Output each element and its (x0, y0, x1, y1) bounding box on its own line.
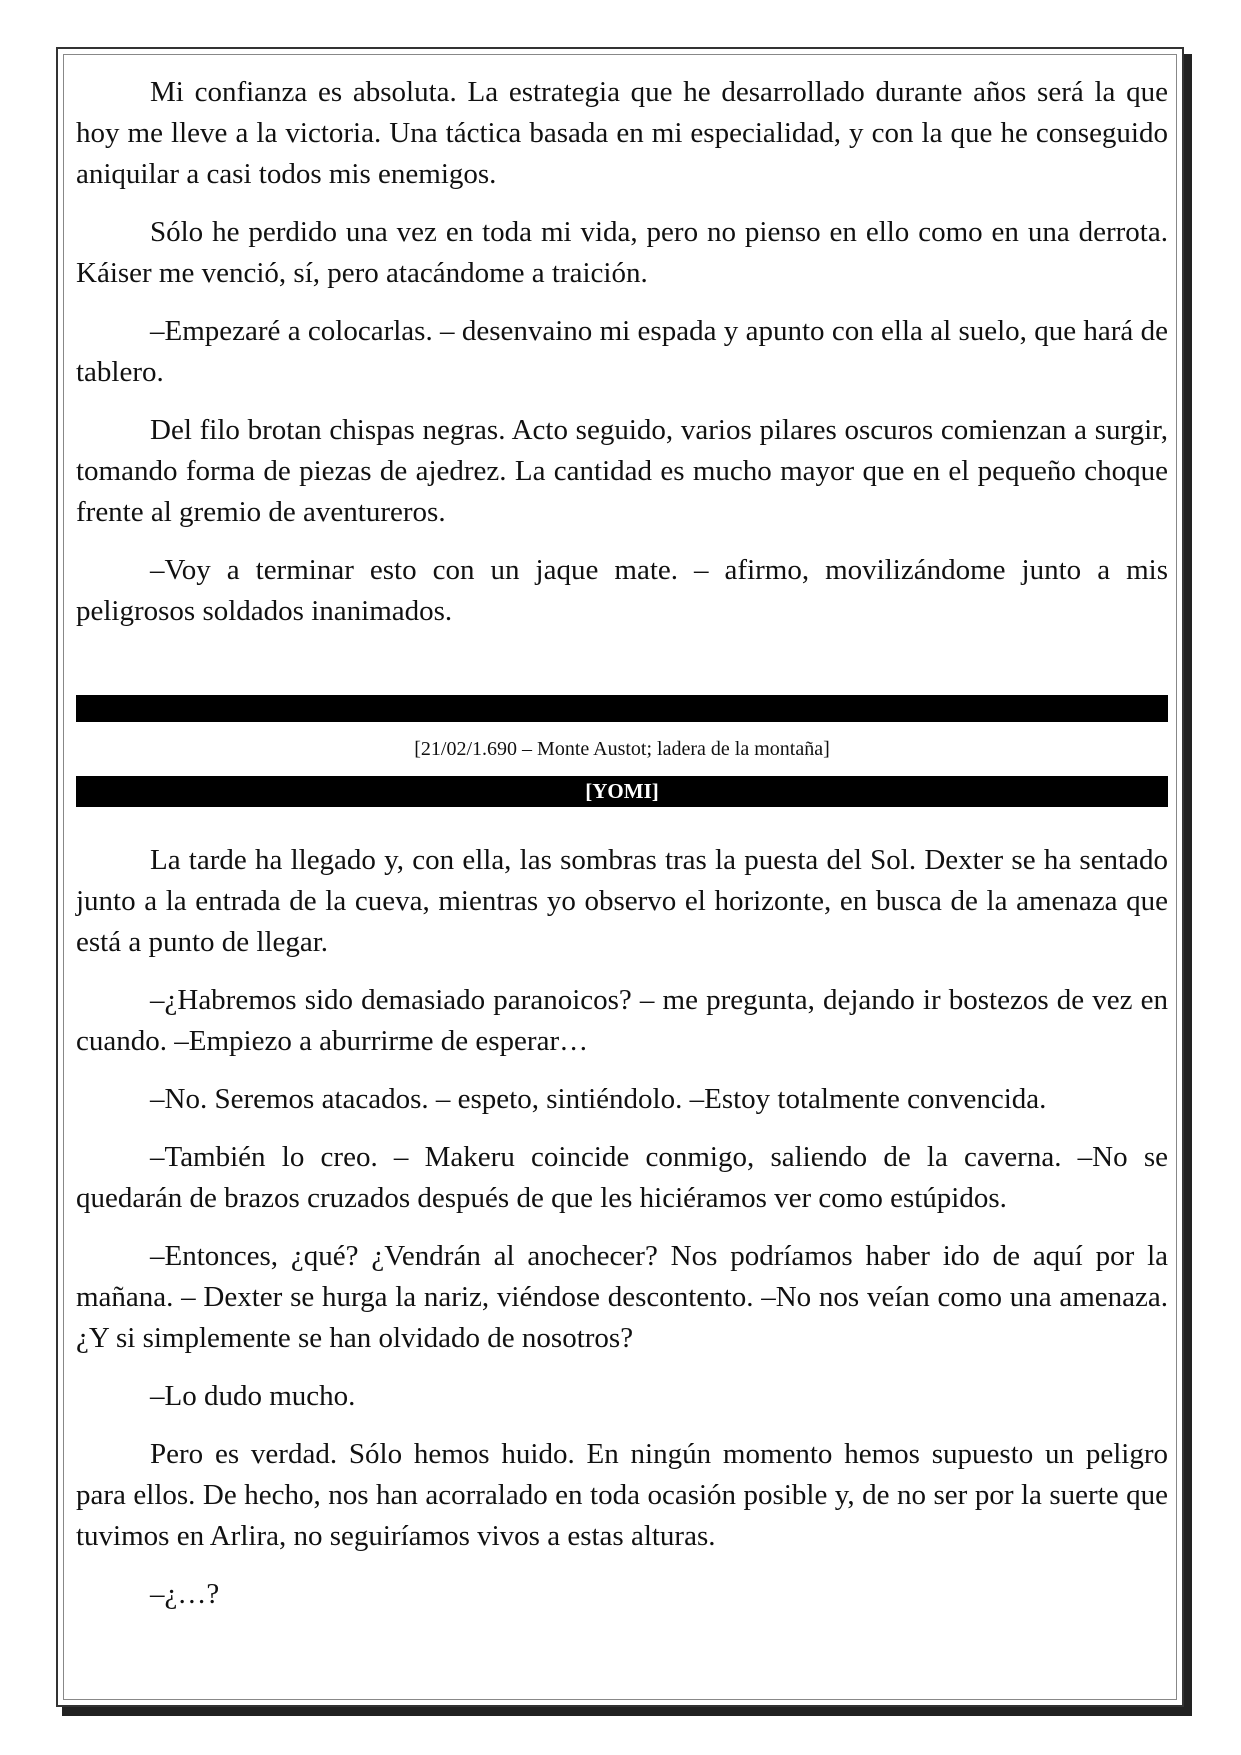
paragraph: –Voy a terminar esto con un jaque mate. – afirmo, movilizándome junto a mis peligrosos soldados inanimados. (76, 554, 1168, 627)
paragraph: –¿…? (150, 1578, 220, 1610)
paragraph: –Empezaré a colocarlas. – desenvaino mi espada y apunto con ella al suelo, que hará de tablero. (76, 315, 1168, 388)
section-gap (76, 807, 1168, 840)
scene-character-name: [YOMI] (585, 779, 659, 803)
section-divider-bar (76, 695, 1168, 722)
paragraph: Del filo brotan chispas negras. Acto seguido, varios pilares oscuros comienzan a surgir, tomando forma de piezas de ajedrez. La cantidad es mucho mayor que en el pequeño choque frente al gremio de aventureros. (76, 414, 1168, 528)
scene-date-location: [21/02/1.690 – Monte Austot; ladera de la montaña] (414, 738, 830, 760)
paragraph: –También lo creo. – Makeru coincide conmigo, saliendo de la caverna. –No se quedarán de brazos cruzados después de que les hiciéramos ver como estúpidos. (76, 1141, 1168, 1214)
paragraph: –No. Seremos atacados. – espeto, sintiéndolo. –Estoy totalmente convencida. (150, 1083, 1047, 1115)
paragraph: Sólo he perdido una vez en toda mi vida, pero no pienso en ello como en una derrota. Káiser me venció, sí, pero atacándome a traición. (76, 216, 1168, 289)
paragraph: –Lo dudo mucho. (150, 1380, 356, 1412)
scene-character-bar (76, 776, 1168, 807)
paragraph: –Entonces, ¿qué? ¿Vendrán al anochecer? Nos podríamos haber ido de aquí por la mañana. – Dexter se hurga la nariz, viéndose descontento. –No nos veían como una amenaza. ¿Y si simplemente se han olvidado de nosotros? (76, 1240, 1168, 1354)
paragraph: Mi confianza es absoluta. La estrategia que he desarrollado durante años será la que hoy me lleve a la victoria. Una táctica basada en mi especialidad, y con la que he conseguido aniquilar a casi todos mis enemigos. (76, 76, 1168, 190)
page-content (76, 72, 1168, 1632)
paragraph: La tarde ha llegado y, con ella, las sombras tras la puesta del Sol. Dexter se ha sentado junto a la entrada de la cueva, mientras yo observo el horizonte, en busca de la amenaza que está a punto de llegar. (76, 844, 1168, 958)
paragraph: Pero es verdad. Sólo hemos huido. En ningún momento hemos supuesto un peligro para ellos. De hecho, nos han acorralado en toda ocasión posible y, de no ser por la suerte que tuvimos en Arlira, no seguiríamos vivos a estas alturas. (76, 1438, 1168, 1552)
paragraph: –¿Habremos sido demasiado paranoicos? – me pregunta, dejando ir bostezos de vez en cuando. –Empiezo a aburrirme de esperar… (76, 984, 1168, 1057)
section-gap (76, 649, 1168, 695)
